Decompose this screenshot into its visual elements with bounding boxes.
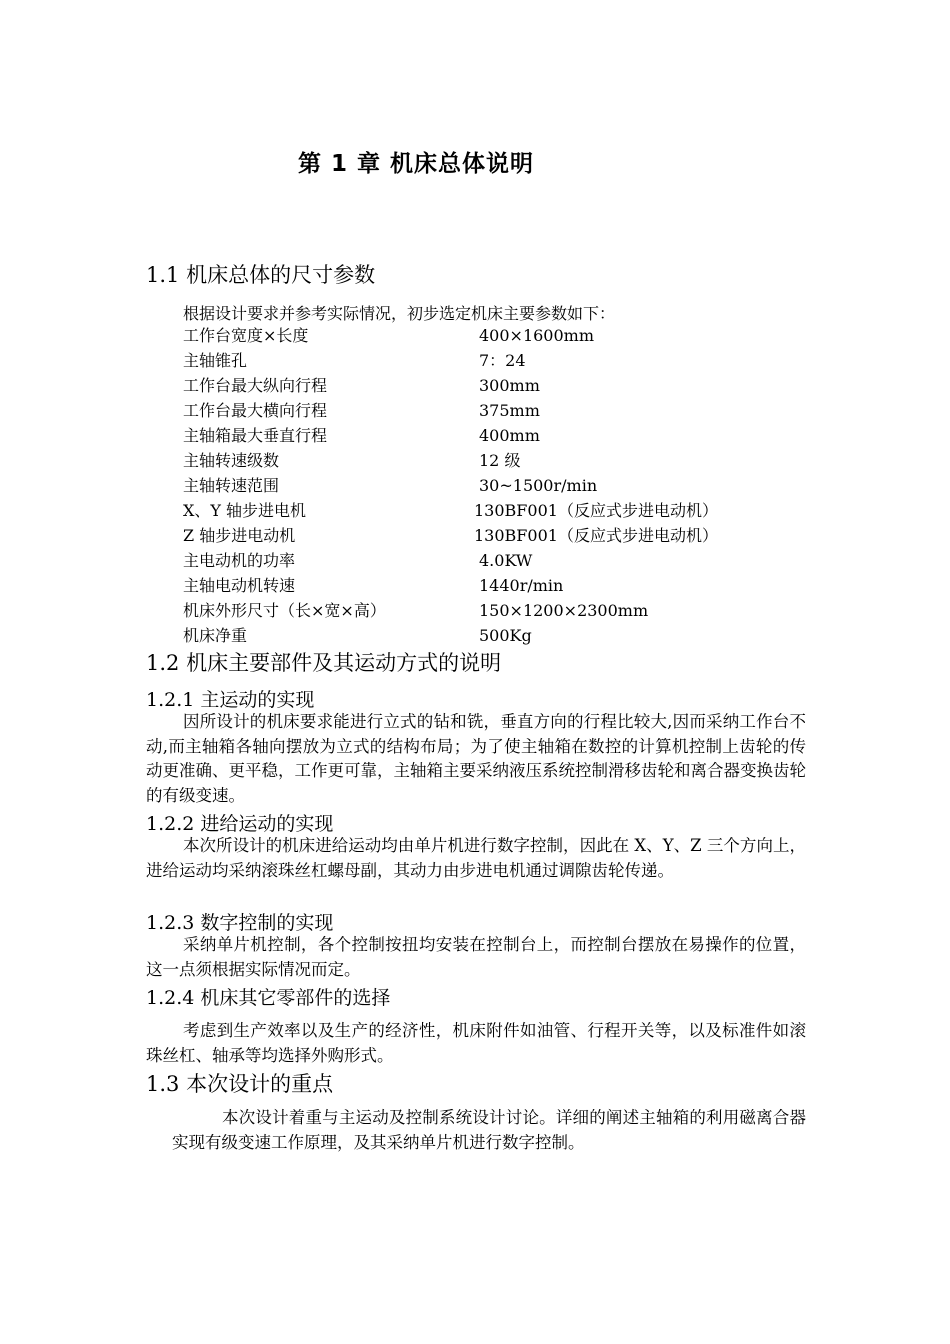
paragraph: 本次所设计的机床进给运动均由单片机进行数字控制，因此在 X、Y、Z 三个方向上，进给运动均采纳滚珠丝杠螺母副，其动力由步进电机通过调隙齿轮传递。 (146, 836, 806, 880)
parameter-list (183, 326, 823, 651)
parameter-name: 工作台最大横向行程 (183, 401, 328, 420)
section-1-3-text (172, 1106, 806, 1155)
parameter-row (183, 326, 823, 351)
parameter-value: 12 级 (479, 451, 521, 470)
parameter-value: 300mm (479, 376, 540, 395)
paragraph: 因所设计的机床要求能进行立式的钻和铣，垂直方向的行程比较大,因而采纳工作台不动,而主轴箱各轴向摆放为立式的结构布局；为了使主轴箱在数控的计算机控制上齿轮的传动更准确、更平稳，工作更可靠，主轴箱主要采纳液压系统控制滑移齿轮和离合器变换齿轮的有级变速。 (146, 712, 806, 805)
parameter-name: 工作台宽度×长度 (183, 326, 309, 345)
parameter-row (183, 401, 823, 426)
parameter-row (183, 501, 823, 526)
parameter-value: 400mm (479, 426, 540, 445)
parameter-row (183, 526, 823, 551)
parameter-row (183, 476, 823, 501)
parameter-row (183, 576, 823, 601)
parameter-value: 7：24 (479, 351, 526, 370)
parameter-row (183, 551, 823, 576)
parameter-value: 500Kg (479, 626, 532, 645)
section-1-2-4-heading: 1.2.4 机床其它零部件的选择 (146, 987, 391, 1009)
section-1-2-heading: 1.2 机床主要部件及其运动方式的说明 (146, 651, 502, 675)
section-1-3-heading: 1.3 本次设计的重点 (146, 1072, 334, 1096)
section-1-2-2-heading: 1.2.2 进给运动的实现 (146, 813, 334, 835)
parameter-name: 主电动机的功率 (183, 551, 296, 570)
section-1-2-1-text (146, 710, 806, 808)
chapter-title: 第 1 章 机床总体说明 (298, 151, 535, 177)
parameter-name: 主轴锥孔 (183, 351, 248, 370)
paragraph: 本次设计着重与主运动及控制系统设计讨论。详细的阐述主轴箱的利用磁离合器实现有级变速工作原理，及其采纳单片机进行数字控制。 (172, 1108, 806, 1152)
section-1-1-heading: 1.1 机床总体的尺寸参数 (146, 263, 376, 287)
parameter-name: X、Y 轴步进电机 (183, 501, 307, 520)
section-1-2-3-heading: 1.2.3 数字控制的实现 (146, 912, 334, 934)
parameter-value: 130BF001（反应式步进电动机） (474, 501, 718, 520)
parameter-value: 1440r/min (479, 576, 564, 595)
parameter-value: 150×1200×2300mm (479, 601, 649, 620)
parameter-name: 工作台最大纵向行程 (183, 376, 328, 395)
parameter-value: 375mm (479, 401, 540, 420)
parameter-row (183, 601, 823, 626)
parameter-name: Z 轴步进电动机 (183, 526, 296, 545)
paragraph: 考虑到生产效率以及生产的经济性，机床附件如油管、行程开关等，以及标准件如滚珠丝杠、轴承等均选择外购形式。 (146, 1021, 806, 1065)
parameter-value: 30~1500r/min (479, 476, 598, 495)
parameter-name: 机床外形尺寸（长×宽×高） (183, 601, 386, 620)
parameter-name: 机床净重 (183, 626, 248, 645)
parameter-name: 主轴箱最大垂直行程 (183, 426, 328, 445)
section-1-2-1-heading: 1.2.1 主运动的实现 (146, 689, 315, 711)
parameter-value: 400×1600mm (479, 326, 595, 345)
section-1-1-intro: 根据设计要求并参考实际情况，初步选定机床主要参数如下： (183, 304, 616, 323)
section-1-2-4-text (146, 1019, 806, 1068)
section-1-2-2-text (146, 834, 806, 883)
paragraph: 采纳单片机控制，各个控制按扭均安装在控制台上，而控制台摆放在易操作的位置，这一点须根据实际情况而定。 (146, 935, 806, 979)
parameter-row (183, 351, 823, 376)
parameter-row (183, 376, 823, 401)
parameter-row (183, 426, 823, 451)
parameter-name: 主轴转速范围 (183, 476, 280, 495)
parameter-row (183, 451, 823, 476)
parameter-name: 主轴电动机转速 (183, 576, 296, 595)
parameter-value: 4.0KW (479, 551, 533, 570)
section-1-2-3-text (146, 933, 806, 982)
parameter-name: 主轴转速级数 (183, 451, 280, 470)
parameter-value: 130BF001（反应式步进电动机） (474, 526, 718, 545)
